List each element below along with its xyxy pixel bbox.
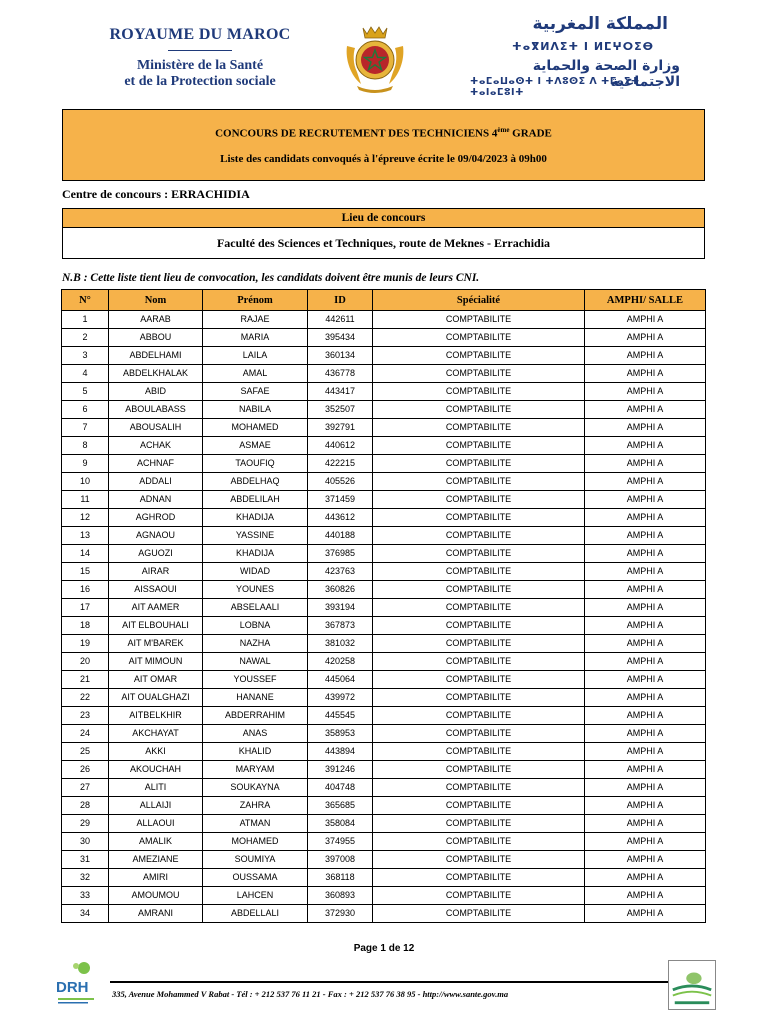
row-nom: ALITI [109,779,203,797]
row-specialite: COMPTABILITE [373,599,585,617]
exam-location-header: Lieu de concours [63,209,704,228]
table-row [62,527,706,545]
row-prenom: LOBNA [203,617,308,635]
banner-title-suffix: GRADE [509,127,552,140]
row-nom: AKKI [109,743,203,761]
exam-banner [62,109,705,181]
row-number: 17 [62,599,109,617]
row-specialite: COMPTABILITE [373,383,585,401]
row-id: 404748 [308,779,373,797]
row-specialite: COMPTABILITE [373,329,585,347]
row-number: 23 [62,707,109,725]
row-salle: AMPHI A [585,473,706,491]
table-row [62,437,706,455]
row-nom: AISSAOUI [109,581,203,599]
row-number: 24 [62,725,109,743]
banner-title-main: CONCOURS DE RECRUTEMENT DES TECHNICIENS 4 [215,127,498,140]
col-header-specialite: Spécialité [373,290,585,311]
table-row [62,797,706,815]
ministry-name-arabic: وزارة الصحة والحماية الاجتماعية [532,58,680,90]
table-row [62,725,706,743]
col-header-number: N° [62,290,109,311]
row-prenom: WIDAD [203,563,308,581]
row-salle: AMPHI A [585,581,706,599]
row-salle: AMPHI A [585,491,706,509]
row-number: 11 [62,491,109,509]
row-salle: AMPHI A [585,725,706,743]
row-id: 440612 [308,437,373,455]
row-number: 25 [62,743,109,761]
row-salle: AMPHI A [585,383,706,401]
row-prenom: ABDELLALI [203,905,308,923]
row-specialite: COMPTABILITE [373,437,585,455]
row-id: 439972 [308,689,373,707]
row-salle: AMPHI A [585,329,706,347]
table-row [62,311,706,329]
ministry-name-line2: et de la Protection sociale [124,74,276,89]
ministry-header-fr [90,26,310,90]
row-id: 358953 [308,725,373,743]
row-prenom: KHADIJA [203,509,308,527]
row-number: 2 [62,329,109,347]
row-prenom: ANAS [203,725,308,743]
row-number: 31 [62,851,109,869]
row-prenom: LAHCEN [203,887,308,905]
row-id: 436778 [308,365,373,383]
table-row [62,455,706,473]
table-row [62,545,706,563]
row-nom: AGUOZI [109,545,203,563]
table-row [62,383,706,401]
row-salle: AMPHI A [585,797,706,815]
row-specialite: COMPTABILITE [373,473,585,491]
row-id: 376985 [308,545,373,563]
row-specialite: COMPTABILITE [373,743,585,761]
footer-divider [110,981,668,983]
row-prenom: LAILA [203,347,308,365]
row-specialite: COMPTABILITE [373,419,585,437]
row-number: 29 [62,815,109,833]
kingdom-title-arabic: المملكة المغربية [532,14,668,34]
row-prenom: HANANE [203,689,308,707]
table-row [62,833,706,851]
table-row [62,653,706,671]
table-row [62,905,706,923]
row-prenom: SAFAE [203,383,308,401]
row-nom: AMRANI [109,905,203,923]
row-number: 5 [62,383,109,401]
row-salle: AMPHI A [585,419,706,437]
row-nom: ACHNAF [109,455,203,473]
row-prenom: ABDERRAHIM [203,707,308,725]
table-row [62,347,706,365]
row-nom: ADNAN [109,491,203,509]
row-specialite: COMPTABILITE [373,797,585,815]
row-number: 33 [62,887,109,905]
exam-location-box [62,208,705,259]
table-row [62,851,706,869]
row-nom: AIT M'BAREK [109,635,203,653]
row-specialite: COMPTABILITE [373,581,585,599]
table-row [62,707,706,725]
row-number: 18 [62,617,109,635]
table-row [62,815,706,833]
row-prenom: SOUMIYA [203,851,308,869]
row-salle: AMPHI A [585,743,706,761]
row-specialite: COMPTABILITE [373,491,585,509]
row-salle: AMPHI A [585,365,706,383]
row-id: 395434 [308,329,373,347]
row-specialite: COMPTABILITE [373,527,585,545]
row-specialite: COMPTABILITE [373,455,585,473]
row-specialite: COMPTABILITE [373,869,585,887]
row-salle: AMPHI A [585,869,706,887]
row-nom: AIT OMAR [109,671,203,689]
row-nom: ABDELKHALAK [109,365,203,383]
row-id: 371459 [308,491,373,509]
table-row [62,887,706,905]
row-prenom: ZAHRA [203,797,308,815]
row-prenom: KHADIJA [203,545,308,563]
row-nom: AIT MIMOUN [109,653,203,671]
row-salle: AMPHI A [585,401,706,419]
row-salle: AMPHI A [585,707,706,725]
row-id: 440188 [308,527,373,545]
row-specialite: COMPTABILITE [373,671,585,689]
row-number: 21 [62,671,109,689]
row-nom: ABOULABASS [109,401,203,419]
row-specialite: COMPTABILITE [373,779,585,797]
row-id: 442611 [308,311,373,329]
drh-logo-text: DRH [56,979,89,996]
row-prenom: KHALID [203,743,308,761]
row-salle: AMPHI A [585,599,706,617]
row-number: 32 [62,869,109,887]
row-prenom: MARYAM [203,761,308,779]
row-nom: ABDELHAMI [109,347,203,365]
row-prenom: ABDELHAQ [203,473,308,491]
row-id: 360134 [308,347,373,365]
row-number: 27 [62,779,109,797]
table-row [62,671,706,689]
row-id: 392791 [308,419,373,437]
row-number: 3 [62,347,109,365]
row-number: 30 [62,833,109,851]
row-specialite: COMPTABILITE [373,653,585,671]
row-prenom: MOHAMED [203,419,308,437]
row-id: 368118 [308,869,373,887]
row-id: 367873 [308,617,373,635]
row-id: 405526 [308,473,373,491]
row-nom: ALLAOUI [109,815,203,833]
row-salle: AMPHI A [585,545,706,563]
table-row [62,617,706,635]
exam-location-value: Faculté des Sciences et Techniques, route de Meknes - Errachidia [216,236,551,250]
row-nom: ABBOU [109,329,203,347]
ministry-logo-icon [668,960,716,1010]
row-prenom: SOUKAYNA [203,779,308,797]
table-row [62,635,706,653]
row-prenom: YASSINE [203,527,308,545]
row-number: 7 [62,419,109,437]
table-row [62,743,706,761]
row-id: 397008 [308,851,373,869]
row-prenom: OUSSAMA [203,869,308,887]
table-row [62,581,706,599]
row-salle: AMPHI A [585,527,706,545]
exam-centre: Centre de concours : ERRACHIDIA [62,187,250,201]
row-prenom: TAOUFIQ [203,455,308,473]
table-row [62,401,706,419]
table-row [62,365,706,383]
royal-emblem-icon [343,24,407,96]
row-number: 6 [62,401,109,419]
row-prenom: ATMAN [203,815,308,833]
row-prenom: RAJAE [203,311,308,329]
table-row [62,491,706,509]
row-specialite: COMPTABILITE [373,563,585,581]
kingdom-title-tifinagh: ⵜⴰⴳⵍⴷⵉⵜ ⵏ ⵍⵎⵖⵔⵉⴱ [511,40,654,53]
table-row [62,761,706,779]
row-number: 19 [62,635,109,653]
row-nom: AGNAOU [109,527,203,545]
row-specialite: COMPTABILITE [373,815,585,833]
row-nom: AIT OUALGHAZI [109,689,203,707]
banner-title [63,126,704,140]
row-number: 20 [62,653,109,671]
row-nom: AMEZIANE [109,851,203,869]
row-specialite: COMPTABILITE [373,545,585,563]
row-nom: AKCHAYAT [109,725,203,743]
row-nom: AITBELKHIR [109,707,203,725]
row-number: 15 [62,563,109,581]
row-number: 34 [62,905,109,923]
table-row [62,419,706,437]
row-nom: AARAB [109,311,203,329]
row-salle: AMPHI A [585,851,706,869]
row-nom: AIT AAMER [109,599,203,617]
table-row [62,473,706,491]
row-specialite: COMPTABILITE [373,509,585,527]
row-salle: AMPHI A [585,437,706,455]
row-id: 374955 [308,833,373,851]
row-id: 358084 [308,815,373,833]
table-row [62,779,706,797]
row-nom: AKOUCHAH [109,761,203,779]
row-specialite: COMPTABILITE [373,707,585,725]
row-salle: AMPHI A [585,653,706,671]
row-id: 445064 [308,671,373,689]
row-prenom: MARIA [203,329,308,347]
row-salle: AMPHI A [585,347,706,365]
row-number: 1 [62,311,109,329]
col-header-prenom: Prénom [203,290,308,311]
table-row [62,869,706,887]
row-salle: AMPHI A [585,509,706,527]
row-salle: AMPHI A [585,761,706,779]
row-salle: AMPHI A [585,311,706,329]
table-row [62,689,706,707]
row-id: 352507 [308,401,373,419]
row-nom: ADDALI [109,473,203,491]
row-id: 443612 [308,509,373,527]
row-salle: AMPHI A [585,905,706,923]
row-specialite: COMPTABILITE [373,851,585,869]
row-id: 423763 [308,563,373,581]
table-row [62,599,706,617]
kingdom-title: ROYAUME DU MAROC [109,26,291,43]
col-header-salle: AMPHI/ SALLE [585,290,706,311]
row-specialite: COMPTABILITE [373,635,585,653]
row-prenom: NAWAL [203,653,308,671]
row-prenom: YOUNES [203,581,308,599]
row-id: 360826 [308,581,373,599]
row-nom: AGHROD [109,509,203,527]
table-row [62,329,706,347]
row-number: 14 [62,545,109,563]
row-id: 393194 [308,599,373,617]
row-nom: ABOUSALIH [109,419,203,437]
row-nom: AMOUMOU [109,887,203,905]
table-header-row [62,290,706,311]
row-id: 445545 [308,707,373,725]
row-number: 12 [62,509,109,527]
row-salle: AMPHI A [585,635,706,653]
candidates-table [61,289,706,923]
row-specialite: COMPTABILITE [373,761,585,779]
row-id: 391246 [308,761,373,779]
footer-address: 335, Avenue Mohammed V Rabat - Tél : + 212 537 76 11 21 - Fax : + 212 537 76 38 95 - http://www.sante.gov.ma [112,989,509,999]
row-nom: ACHAK [109,437,203,455]
row-number: 13 [62,527,109,545]
row-specialite: COMPTABILITE [373,833,585,851]
row-prenom: ASMAE [203,437,308,455]
page-number: Page 1 de 12 [353,943,415,954]
row-specialite: COMPTABILITE [373,887,585,905]
row-number: 16 [62,581,109,599]
row-id: 420258 [308,653,373,671]
row-salle: AMPHI A [585,563,706,581]
row-number: 8 [62,437,109,455]
row-specialite: COMPTABILITE [373,311,585,329]
row-specialite: COMPTABILITE [373,347,585,365]
row-salle: AMPHI A [585,815,706,833]
banner-subtitle: Liste des candidats convoqués à l'épreuve écrite le 09/04/2023 à 09h00 [220,152,547,165]
row-number: 26 [62,761,109,779]
row-specialite: COMPTABILITE [373,617,585,635]
convocation-note: N.B : Cette liste tient lieu de convocation, les candidats doivent être munis de leurs CNI. [62,272,480,284]
ministry-name-tifinagh: ⵜⴰⵎⴰⵡⴰⵙⵜ ⵏ ⵜⴷⵓⵙⵉ ⴷ ⵜⵎⴰⵢⵜ ⵜⴰⵏⴰⵎⵓⵏⵜ [470,76,640,98]
row-prenom: NAZHA [203,635,308,653]
row-nom: AIRAR [109,563,203,581]
row-nom: ALLAIJI [109,797,203,815]
row-prenom: AMAL [203,365,308,383]
row-specialite: COMPTABILITE [373,401,585,419]
row-number: 10 [62,473,109,491]
col-header-id: ID [308,290,373,311]
ministry-name-line1: Ministère de la Santé [136,58,264,73]
row-prenom: MOHAMED [203,833,308,851]
row-id: 372930 [308,905,373,923]
row-number: 28 [62,797,109,815]
row-id: 443894 [308,743,373,761]
row-specialite: COMPTABILITE [373,689,585,707]
row-salle: AMPHI A [585,833,706,851]
drh-logo-icon [54,958,100,1010]
row-prenom: ABSELAALI [203,599,308,617]
row-specialite: COMPTABILITE [373,365,585,383]
row-nom: AMIRI [109,869,203,887]
row-number: 22 [62,689,109,707]
row-salle: AMPHI A [585,689,706,707]
row-id: 381032 [308,635,373,653]
row-number: 9 [62,455,109,473]
row-nom: AMALIK [109,833,203,851]
table-row [62,563,706,581]
col-header-nom: Nom [109,290,203,311]
row-specialite: COMPTABILITE [373,725,585,743]
table-row [62,509,706,527]
row-nom: ABID [109,383,203,401]
row-salle: AMPHI A [585,617,706,635]
row-id: 360893 [308,887,373,905]
row-id: 365685 [308,797,373,815]
header-rule [168,50,232,51]
row-prenom: NABILA [203,401,308,419]
row-prenom: YOUSSEF [203,671,308,689]
row-specialite: COMPTABILITE [373,905,585,923]
row-id: 443417 [308,383,373,401]
row-id: 422215 [308,455,373,473]
row-nom: AIT ELBOUHALI [109,617,203,635]
row-salle: AMPHI A [585,671,706,689]
row-salle: AMPHI A [585,779,706,797]
row-number: 4 [62,365,109,383]
row-prenom: ABDELILAH [203,491,308,509]
row-salle: AMPHI A [585,455,706,473]
row-salle: AMPHI A [585,887,706,905]
banner-title-sup: ème [497,126,510,134]
ministry-header-ar [470,14,680,98]
